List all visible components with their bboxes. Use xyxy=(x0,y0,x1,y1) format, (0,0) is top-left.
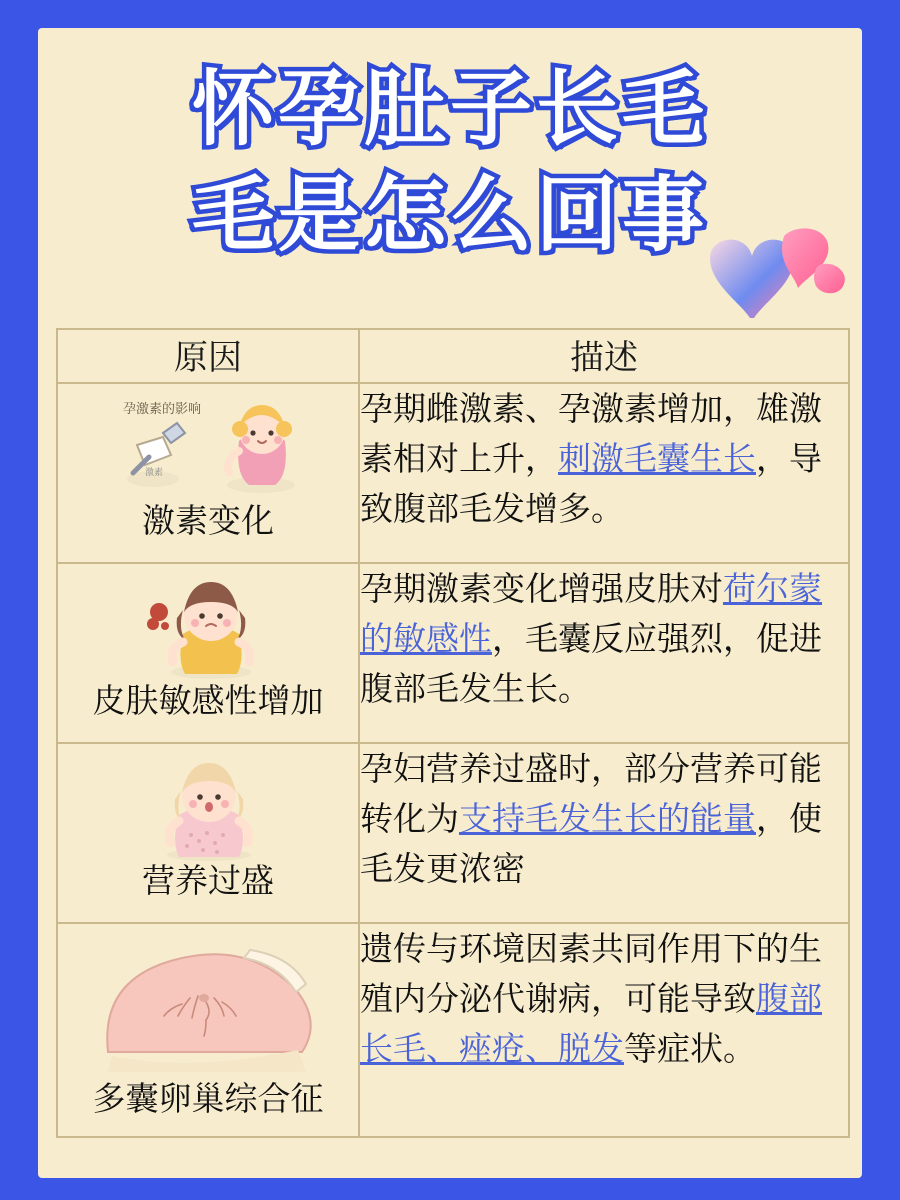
desc-text: ，毛囊反应强烈，促进腹部毛发生长。 xyxy=(360,620,822,707)
desc-text: 遗传与环境因素共同作用下的生殖内分泌代谢病，可能导致 xyxy=(360,930,822,1017)
desc-link[interactable]: 荷尔蒙的敏感性 xyxy=(360,570,822,657)
desc-text: 等症状。 xyxy=(624,1030,756,1067)
overnutrition-illustration xyxy=(58,744,358,862)
desc-text: 孕妇营养过盛时，部分营养可能转化为 xyxy=(360,750,822,837)
poster-card xyxy=(38,28,862,1178)
svg-text:激素: 激素 xyxy=(145,467,164,477)
desc-text: ，导致腹部毛发增多。 xyxy=(360,440,822,527)
reasons-table xyxy=(56,328,850,1138)
description-cell xyxy=(359,383,849,563)
column-header-cause: 原因 xyxy=(57,329,359,383)
description-cell xyxy=(359,743,849,923)
description-cell xyxy=(359,923,849,1137)
cause-cell xyxy=(57,563,359,743)
table-row xyxy=(57,383,849,563)
desc-link[interactable]: 刺激毛囊生长 xyxy=(558,440,756,477)
column-header-description: 描述 xyxy=(359,329,849,383)
illustration-note: 孕激素的影响 xyxy=(123,402,202,417)
cause-label: 多囊卵巢综合征 xyxy=(92,1080,324,1117)
sensitive-skin-illustration xyxy=(58,564,358,682)
desc-link[interactable]: 支持毛发生长的能量 xyxy=(459,800,756,837)
table-header-row xyxy=(57,329,849,383)
pregnant-belly-illustration xyxy=(58,924,358,1080)
desc-link[interactable]: 腹部长毛、痤疮、脱发 xyxy=(360,980,822,1067)
table-row xyxy=(57,563,849,743)
cause-cell xyxy=(57,383,359,563)
cause-label: 营养过盛 xyxy=(142,862,274,899)
cause-cell xyxy=(57,923,359,1137)
desc-text: ，使毛发更浓密 xyxy=(360,800,822,887)
poster-header xyxy=(38,28,862,318)
cause-label: 皮肤敏感性增加 xyxy=(92,682,324,719)
desc-text: 孕期激素变化增强皮肤对 xyxy=(360,570,723,607)
table-row xyxy=(57,743,849,923)
description-cell xyxy=(359,563,849,743)
page-title-line-1: 怀孕肚子长毛 xyxy=(191,62,708,157)
hormone-influence-illustration xyxy=(58,384,358,502)
table-row xyxy=(57,923,849,1137)
cause-label: 激素变化 xyxy=(142,502,274,539)
cause-cell xyxy=(57,743,359,923)
desc-text: 孕期雌激素、孕激素增加，雄激素相对上升， xyxy=(360,390,822,477)
page-title-line-2: 毛是怎么回事 xyxy=(191,168,708,263)
